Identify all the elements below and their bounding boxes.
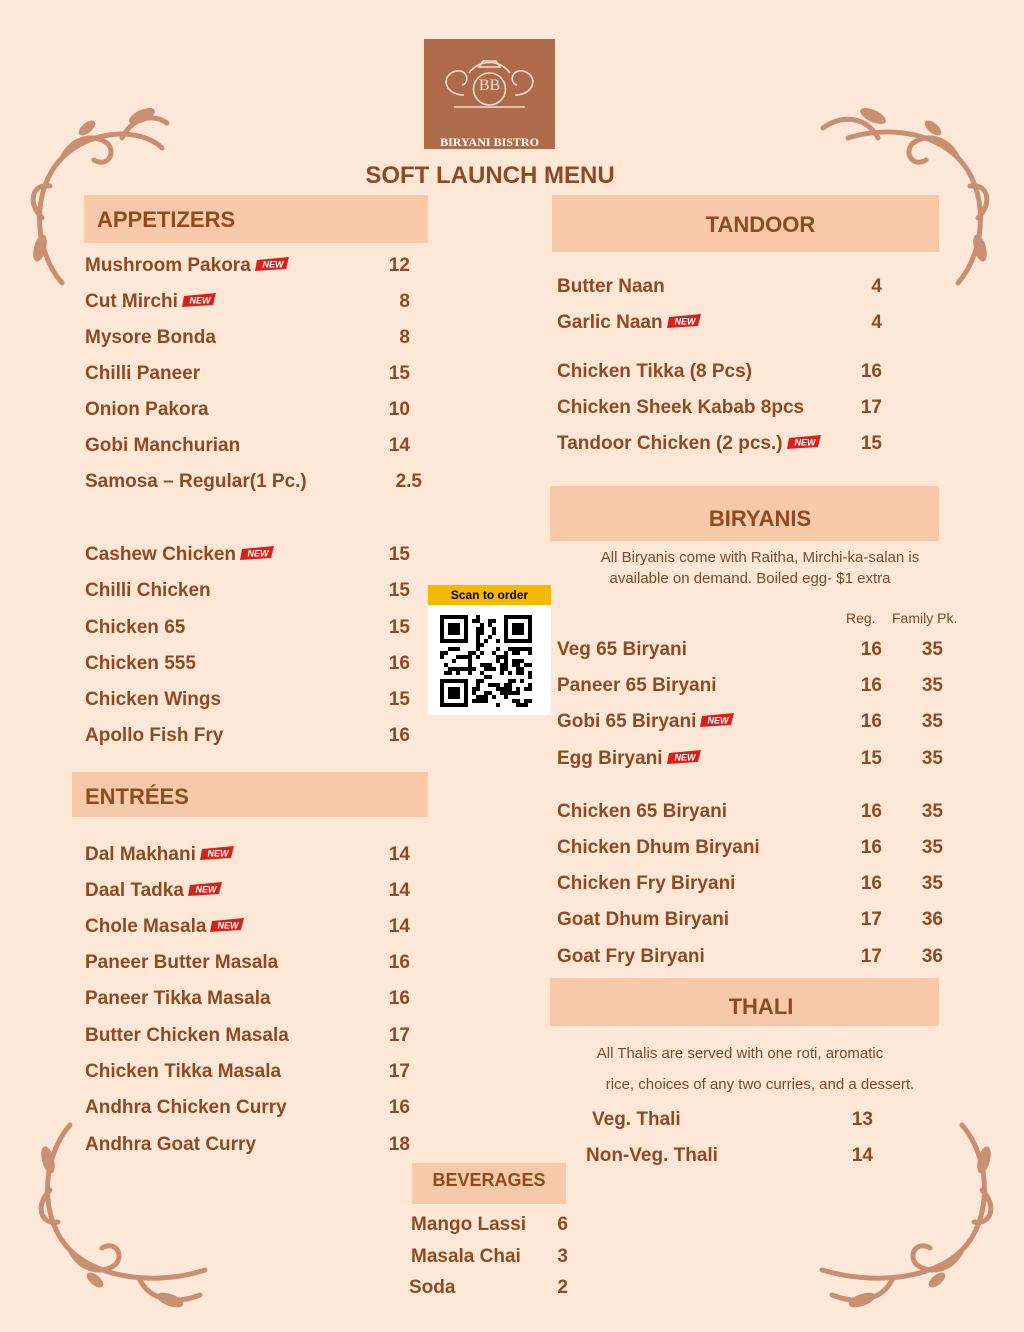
menu-item-name (557, 312, 703, 334)
menu-item-name (85, 399, 209, 421)
menu-item-name (85, 291, 218, 313)
new-badge-icon (667, 750, 703, 764)
menu-item-name (557, 946, 705, 968)
menu-item-price: 8 (399, 291, 410, 312)
menu-item-label: Mysore Bonda (85, 327, 216, 348)
menu-item-price: 2 (557, 1277, 568, 1298)
menu-item-name (557, 801, 727, 823)
menu-item-name (85, 916, 246, 938)
menu-item-name (85, 435, 240, 457)
menu-item-label: Chilli Paneer (85, 363, 201, 384)
menu-item-price-reg: 15 (860, 748, 882, 769)
menu-item-label: Chicken Sheek Kabab 8pcs (557, 397, 805, 418)
menu-item-label: Masala Chai (411, 1246, 521, 1267)
menu-item-price-reg: 17 (860, 946, 882, 967)
menu-item-price: 14 (851, 1145, 873, 1166)
menu-item-label: Andhra Chicken Curry (85, 1097, 287, 1118)
qr-code (440, 615, 538, 707)
biryanis-col-family: Family Pk. (892, 610, 958, 626)
svg-text:NEW: NEW (195, 884, 217, 895)
logo-name: BIRYANI BISTRO (440, 135, 539, 149)
qr-label: Scan to order (428, 585, 551, 605)
entrees-header (72, 772, 428, 817)
menu-item-label: Gobi 65 Biryani (557, 711, 697, 732)
menu-item-price-reg: 16 (860, 801, 882, 822)
svg-text:NEW: NEW (794, 437, 816, 448)
menu-item-name (85, 988, 271, 1010)
new-badge-icon (787, 435, 823, 449)
biryanis-heading: BIRYANIS (708, 506, 812, 531)
biryanis-note-line1: All Biryanis come with Raitha, Mirchi-ka-salan is (600, 549, 920, 566)
svg-text:NEW: NEW (247, 548, 269, 559)
menu-item-price-family: 35 (921, 675, 943, 696)
menu-item-price: 14 (388, 916, 410, 937)
menu-item-name (85, 880, 224, 902)
menu-item-name (557, 397, 804, 419)
menu-item-price: 16 (388, 1097, 410, 1118)
menu-item-label: Chicken Fry Biryani (557, 873, 736, 894)
svg-text:NEW: NEW (674, 752, 696, 763)
menu-item-name (85, 1134, 256, 1156)
menu-item-label: Chole Masala (85, 916, 207, 937)
menu-item-price: 15 (388, 544, 410, 565)
tandoor-header (552, 195, 939, 252)
menu-item-label: Veg. Thali (592, 1109, 681, 1130)
menu-item-price-family: 35 (921, 639, 943, 660)
menu-item-label: Soda (409, 1277, 456, 1298)
menu-item-label: Tandoor Chicken (2 pcs.) (557, 433, 783, 454)
menu-item-label: Chicken Wings (85, 689, 222, 710)
menu-item-price-family: 36 (921, 909, 943, 930)
menu-item-label: Garlic Naan (557, 312, 663, 333)
tandoor-heading: TANDOOR (705, 212, 816, 237)
menu-item-label: Paneer Tikka Masala (85, 988, 271, 1009)
menu-item-label: Butter Naan (557, 276, 665, 297)
menu-item-name (85, 1061, 281, 1083)
menu-item-label: Chicken 65 Biryani (557, 801, 728, 822)
menu-item-price: 14 (388, 880, 410, 901)
menu-item-name (409, 1277, 455, 1299)
menu-item-label: Dal Makhani (85, 844, 196, 865)
beverages-header (412, 1163, 566, 1204)
menu-item-price: 16 (388, 988, 410, 1009)
appetizers-header (84, 195, 428, 243)
menu-item-price-reg: 16 (860, 711, 882, 732)
menu-item-label: Chicken Dhum Biryani (557, 837, 760, 858)
menu-item-label: Goat Dhum Biryani (557, 909, 730, 930)
menu-item-name (85, 471, 307, 493)
menu-item-price-family: 35 (921, 837, 943, 858)
corner-ornament-top-right (818, 98, 998, 288)
biryanis-note-line2: available on demand. Boiled egg- $1 extra (609, 570, 891, 587)
menu-item-label: Andhra Goat Curry (85, 1134, 257, 1155)
menu-item-name (557, 639, 687, 661)
menu-item-price: 15 (388, 617, 410, 638)
menu-item-name (85, 844, 236, 866)
menu-item-name (85, 952, 278, 974)
menu-item-price-reg: 16 (860, 837, 882, 858)
menu-item-price: 3 (557, 1246, 568, 1267)
menu-item-name (85, 1097, 287, 1119)
menu-item-name (85, 544, 276, 566)
menu-item-label: Chicken Tikka Masala (85, 1061, 282, 1082)
menu-item-name (557, 748, 703, 770)
menu-item-label: Gobi Manchurian (85, 435, 241, 456)
menu-item-price-family: 35 (921, 873, 943, 894)
new-badge-icon (182, 293, 218, 307)
menu-item-name (85, 689, 221, 711)
svg-text:NEW: NEW (207, 848, 229, 859)
page-title: SOFT LAUNCH MENU (365, 162, 615, 189)
menu-item-price: 14 (388, 435, 410, 456)
menu-item-label: Chicken 65 (85, 617, 186, 638)
menu-item-label: Mushroom Pakora (85, 255, 251, 276)
svg-text:NEW: NEW (217, 920, 239, 931)
menu-item-price: 15 (388, 363, 410, 384)
entrees-heading: ENTRÉES (85, 784, 189, 809)
menu-item-price: 17 (388, 1061, 410, 1082)
logo-monogram: BB (478, 77, 501, 94)
menu-item-price: 17 (388, 1025, 410, 1046)
menu-item-name (85, 1025, 289, 1047)
menu-item-price: 8 (399, 327, 410, 348)
menu-item-label: Cashew Chicken (85, 544, 236, 565)
menu-item-name (592, 1109, 681, 1131)
menu-item-label: Samosa – Regular(1 Pc.) (85, 471, 307, 492)
menu-item-price: 17 (860, 397, 882, 418)
menu-item-price: 6 (557, 1214, 568, 1235)
new-badge-icon (188, 882, 224, 896)
menu-item-price: 14 (388, 844, 410, 865)
menu-item-price: 16 (388, 952, 410, 973)
menu-item-label: Paneer 65 Biryani (557, 675, 717, 696)
menu-item-name (85, 255, 291, 277)
new-badge-icon (210, 918, 246, 932)
menu-item-name (85, 725, 223, 747)
new-badge-icon (200, 846, 236, 860)
menu-item-price: 16 (388, 725, 410, 746)
menu-item-price: 12 (388, 255, 410, 276)
thali-note-line2: rice, choices of any two curries, and a dessert. (605, 1076, 915, 1093)
menu-item-price-family: 35 (921, 748, 943, 769)
menu-item-price: 15 (388, 580, 410, 601)
menu-item-label: Egg Biryani (557, 748, 663, 769)
menu-item-name (586, 1145, 718, 1167)
thali-note-line1: All Thalis are served with one roti, aromatic (596, 1045, 884, 1062)
menu-item-name (557, 909, 729, 931)
menu-item-price: 16 (388, 653, 410, 674)
thali-heading: THALI (728, 994, 794, 1019)
menu-item-price: 18 (388, 1134, 410, 1155)
menu-item-label: Veg 65 Biryani (557, 639, 687, 660)
menu-item-price: 4 (871, 276, 882, 297)
menu-item-name (557, 361, 752, 383)
svg-text:NEW: NEW (189, 295, 211, 306)
appetizers-heading: APPETIZERS (97, 207, 236, 232)
menu-item-price: 13 (851, 1109, 873, 1130)
menu-item-name (557, 873, 735, 895)
menu-item-price: 15 (860, 433, 882, 454)
menu-item-price: 4 (871, 312, 882, 333)
new-badge-icon (240, 546, 276, 560)
thali-header (550, 978, 939, 1026)
menu-item-price-reg: 16 (860, 675, 882, 696)
menu-item-name (557, 837, 760, 859)
menu-item-name (411, 1246, 521, 1268)
menu-item-label: Chicken Tikka (8 Pcs) (557, 361, 753, 382)
menu-item-label: Butter Chicken Masala (85, 1025, 289, 1046)
new-badge-icon (255, 257, 291, 271)
menu-item-price: 2.5 (395, 471, 422, 492)
menu-item-name (557, 433, 823, 455)
biryanis-col-reg: Reg. (846, 610, 876, 626)
svg-text:NEW: NEW (707, 715, 729, 726)
svg-text:NEW: NEW (674, 316, 696, 327)
menu-item-label: Chilli Chicken (85, 580, 211, 601)
menu-item-name (85, 653, 196, 675)
menu-item-label: Daal Tadka (85, 880, 184, 901)
menu-item-price: 16 (860, 361, 882, 382)
menu-item-name (85, 363, 200, 385)
menu-item-price-family: 35 (921, 801, 943, 822)
menu-item-name (85, 327, 216, 349)
menu-item-name (557, 276, 665, 298)
menu-item-price: 10 (388, 399, 410, 420)
logo (424, 39, 555, 149)
menu-item-name (557, 675, 716, 697)
menu-item-name (85, 580, 211, 602)
menu-item-label: Mango Lassi (411, 1214, 527, 1235)
menu-item-price-reg: 17 (860, 909, 882, 930)
menu-item-name (557, 711, 736, 733)
beverages-heading: BEVERAGES (432, 1170, 546, 1190)
menu-item-label: Goat Fry Biryani (557, 946, 705, 967)
menu-item-label: Cut Mirchi (85, 291, 178, 312)
new-badge-icon (700, 713, 736, 727)
menu-item-price-reg: 16 (860, 873, 882, 894)
menu-item-label: Apollo Fish Fry (85, 725, 224, 746)
menu-item-price-reg: 16 (860, 639, 882, 660)
menu-item-price-family: 36 (921, 946, 943, 967)
menu-item-price: 15 (388, 689, 410, 710)
menu-item-label: Paneer Butter Masala (85, 952, 279, 973)
new-badge-icon (667, 314, 703, 328)
menu-item-name (85, 617, 185, 639)
biryanis-header (550, 486, 939, 541)
menu-item-label: Chicken 555 (85, 653, 196, 674)
svg-text:NEW: NEW (262, 259, 284, 270)
qr-block[interactable] (428, 585, 551, 715)
menu-item-price-family: 35 (921, 711, 943, 732)
menu-item-label: Non-Veg. Thali (586, 1145, 718, 1166)
menu-item-label: Onion Pakora (85, 399, 209, 420)
